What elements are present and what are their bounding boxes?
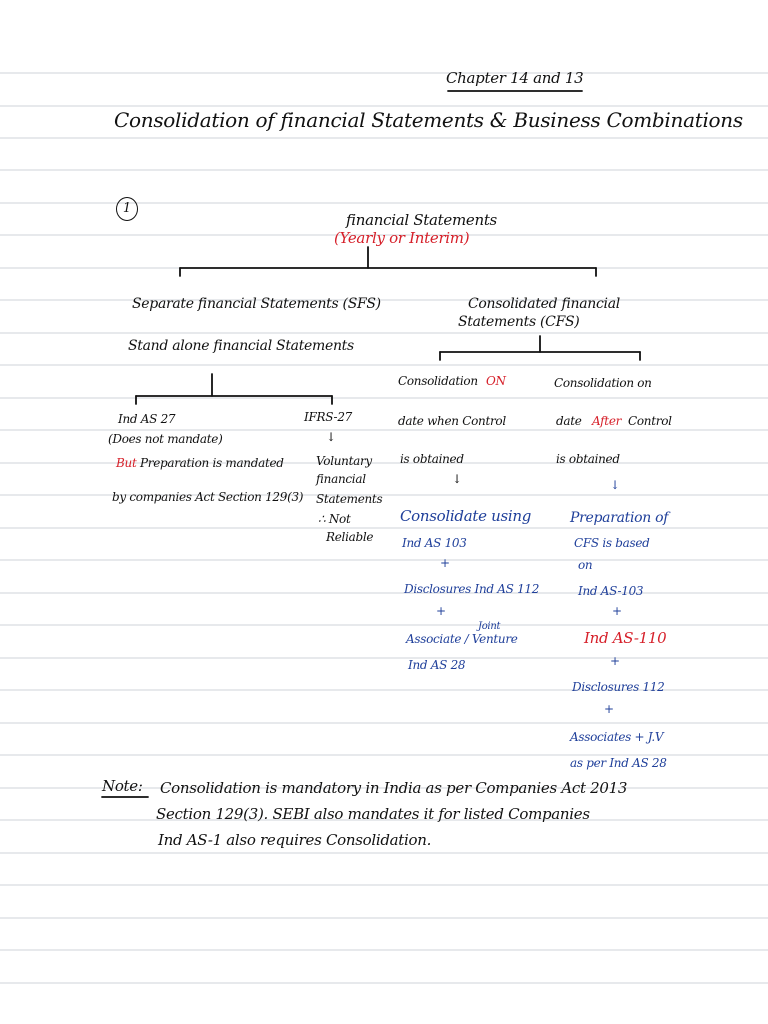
root-subtitle: (Yearly or Interim) xyxy=(334,229,470,247)
root-title: financial Statements xyxy=(346,211,497,229)
cfs-heading-1: Consolidated financial xyxy=(468,296,620,312)
on-step-6: Associate / Venture xyxy=(406,632,518,646)
after-step-3: on xyxy=(578,558,593,572)
ifrs-arrow: ↓ xyxy=(326,430,336,444)
on-step-4: Disclosures Ind AS 112 xyxy=(404,582,540,596)
ifrs-line-2: financial xyxy=(316,472,366,486)
on-arrow: ↓ xyxy=(452,472,462,486)
after-step-7: + xyxy=(610,654,620,668)
on-step-5: + xyxy=(436,604,446,618)
after-step-2: CFS is based xyxy=(574,536,650,550)
on-line-1a: Consolidation xyxy=(398,374,478,388)
but-label: But xyxy=(116,456,137,470)
on-joint-label: Joint xyxy=(478,621,501,632)
sfs-alias: Stand alone financial Statements xyxy=(128,338,354,354)
after-step-10: Associates + J.V xyxy=(570,730,664,744)
on-line-2: date when Control xyxy=(398,414,506,428)
after-line-2b: After xyxy=(592,414,622,428)
note-line-1: Consolidation is mandatory in India as per Companies Act 2013 xyxy=(160,779,628,797)
cfs-heading-2: Statements (CFS) xyxy=(458,314,580,330)
on-line-3: is obtained xyxy=(400,452,464,466)
after-step-4: Ind AS-103 xyxy=(578,584,644,598)
ind-as-27-note: (Does not mandate) xyxy=(108,432,223,446)
ifrs-line-3: Statements xyxy=(316,492,383,506)
after-step-6: Ind AS-110 xyxy=(584,629,667,647)
ifrs-line-1: Voluntary xyxy=(316,454,372,468)
after-line-3: is obtained xyxy=(556,452,620,466)
note-label: Note: xyxy=(102,777,143,795)
ind-as-27-label: Ind AS 27 xyxy=(118,412,176,426)
after-step-1: Preparation of xyxy=(570,510,669,526)
after-step-9: + xyxy=(604,702,614,716)
note-line-2: Section 129(3). SEBI also mandates it for listed Companies xyxy=(156,805,590,823)
on-line-1b: ON xyxy=(486,374,506,388)
after-step-8: Disclosures 112 xyxy=(572,680,665,694)
chapter-label: Chapter 14 and 13 xyxy=(446,69,584,87)
ifrs-line-5: Reliable xyxy=(326,530,374,544)
after-line-2a: date xyxy=(556,414,582,428)
preparation-mandated: Preparation is mandated xyxy=(140,456,284,470)
ifrs-line-4: ∴ Not xyxy=(318,512,351,526)
on-step-7: Ind AS 28 xyxy=(408,658,466,672)
after-line-1: Consolidation on xyxy=(554,376,652,390)
page-title: Consolidation of financial Statements & Business Combinations xyxy=(114,108,743,132)
after-step-5: + xyxy=(612,604,622,618)
sfs-heading: Separate financial Statements (SFS) xyxy=(132,296,381,312)
on-step-3: + xyxy=(440,556,450,570)
companies-act-line: by companies Act Section 129(3) xyxy=(112,490,304,504)
after-step-11: as per Ind AS 28 xyxy=(570,756,667,770)
after-line-2c: Control xyxy=(628,414,672,428)
ifrs-27-label: IFRS-27 xyxy=(304,410,352,424)
section-number: 1 xyxy=(116,197,138,221)
after-arrow: ↓ xyxy=(610,478,620,492)
on-step-1: Consolidate using xyxy=(400,507,532,525)
on-step-2: Ind AS 103 xyxy=(402,536,467,550)
note-line-3: Ind AS-1 also requires Consolidation. xyxy=(158,831,432,849)
